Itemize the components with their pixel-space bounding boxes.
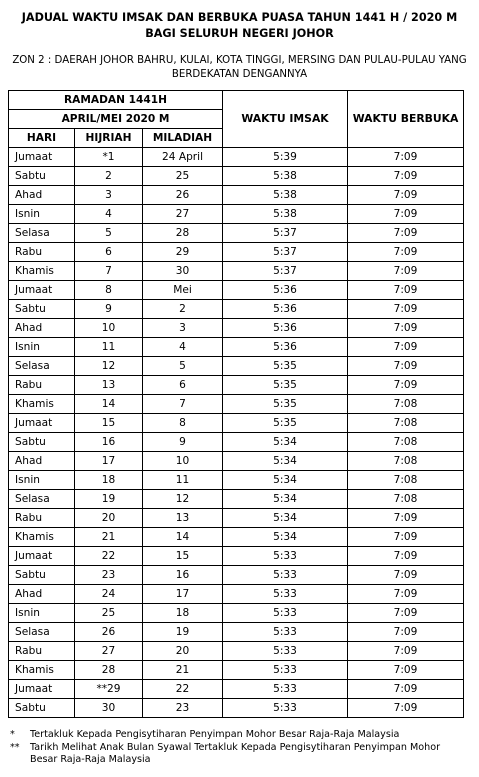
table-row <box>9 376 464 395</box>
day-cell: Sabtu <box>9 433 75 452</box>
miladiah-cell: 4 <box>143 338 223 357</box>
day-cell: Ahad <box>9 319 75 338</box>
miladiah-cell: 9 <box>143 433 223 452</box>
hijriah-cell: 26 <box>75 623 143 642</box>
footnote <box>10 742 470 767</box>
table-row <box>9 243 464 262</box>
hijriah-cell: 4 <box>75 205 143 224</box>
document-title: JADUAL WAKTU IMSAK DAN BERBUKA PUASA TAHUN 1441 H / 2020 M <box>21 11 458 24</box>
hijriah-cell: 2 <box>75 167 143 186</box>
hijriah-cell: 15 <box>75 414 143 433</box>
day-cell: Ahad <box>9 452 75 471</box>
berbuka-time-cell: 7:09 <box>348 167 464 186</box>
day-cell: Khamis <box>9 395 75 414</box>
table-row <box>9 452 464 471</box>
table-row <box>9 262 464 281</box>
day-cell: Isnin <box>9 338 75 357</box>
day-cell: Jumaat <box>9 281 75 300</box>
hijriah-cell: 10 <box>75 319 143 338</box>
table-row <box>9 167 464 186</box>
table-row <box>9 661 464 680</box>
berbuka-time-cell: 7:09 <box>348 262 464 281</box>
berbuka-time-cell: 7:08 <box>348 490 464 509</box>
miladiah-cell: 14 <box>143 528 223 547</box>
berbuka-time-cell: 7:09 <box>348 623 464 642</box>
day-cell: Sabtu <box>9 300 75 319</box>
table-row <box>9 433 464 452</box>
imsak-time-cell: 5:37 <box>223 243 348 262</box>
day-cell: Rabu <box>9 642 75 661</box>
hijriah-cell: 19 <box>75 490 143 509</box>
imsak-time-cell: 5:33 <box>223 699 348 718</box>
day-cell: Ahad <box>9 585 75 604</box>
miladiah-cell: 28 <box>143 224 223 243</box>
miladiah-cell: 10 <box>143 452 223 471</box>
imsak-time-cell: 5:39 <box>223 148 348 167</box>
berbuka-time-cell: 7:09 <box>348 604 464 623</box>
imsak-time-cell: 5:33 <box>223 604 348 623</box>
miladiah-cell: 26 <box>143 186 223 205</box>
day-cell: Khamis <box>9 661 75 680</box>
table-row <box>9 224 464 243</box>
hijriah-cell: 23 <box>75 566 143 585</box>
table-header-row-1 <box>9 91 464 110</box>
imsak-time-cell: 5:37 <box>223 262 348 281</box>
berbuka-time-cell: 7:09 <box>348 509 464 528</box>
hijriah-cell: 8 <box>75 281 143 300</box>
table-row <box>9 186 464 205</box>
imsak-time-cell: 5:36 <box>223 281 348 300</box>
hijriah-cell: 11 <box>75 338 143 357</box>
miladiah-cell: 23 <box>143 699 223 718</box>
table-row <box>9 471 464 490</box>
imsak-time-cell: 5:36 <box>223 319 348 338</box>
berbuka-time-cell: 7:09 <box>348 281 464 300</box>
table-row <box>9 490 464 509</box>
table-row <box>9 395 464 414</box>
miladiah-cell: 7 <box>143 395 223 414</box>
berbuka-time-cell: 7:09 <box>348 243 464 262</box>
table-row <box>9 547 464 566</box>
berbuka-time-cell: 7:09 <box>348 661 464 680</box>
imsak-time-cell: 5:36 <box>223 338 348 357</box>
miladiah-cell: 18 <box>143 604 223 623</box>
hijriah-cell: *1 <box>75 148 143 167</box>
day-cell: Rabu <box>9 376 75 395</box>
berbuka-time-cell: 7:09 <box>348 547 464 566</box>
miladiah-cell: 5 <box>143 357 223 376</box>
berbuka-time-cell: 7:09 <box>348 148 464 167</box>
miladiah-cell: 13 <box>143 509 223 528</box>
imsak-time-cell: 5:33 <box>223 585 348 604</box>
berbuka-time-cell: 7:09 <box>348 224 464 243</box>
day-cell: Selasa <box>9 623 75 642</box>
table-row <box>9 319 464 338</box>
day-cell: Selasa <box>9 490 75 509</box>
header-ramadan: RAMADAN 1441H <box>9 91 223 110</box>
hijriah-cell: 28 <box>75 661 143 680</box>
imsak-time-cell: 5:36 <box>223 300 348 319</box>
schedule-table <box>8 90 464 718</box>
miladiah-cell: 17 <box>143 585 223 604</box>
imsak-time-cell: 5:34 <box>223 452 348 471</box>
miladiah-cell: 25 <box>143 167 223 186</box>
day-cell: Sabtu <box>9 566 75 585</box>
footnotes <box>10 729 470 767</box>
berbuka-time-cell: 7:09 <box>348 186 464 205</box>
table-row <box>9 566 464 585</box>
footnote-mark: * <box>10 729 15 740</box>
hijriah-cell: 24 <box>75 585 143 604</box>
day-cell: Sabtu <box>9 167 75 186</box>
miladiah-cell: 30 <box>143 262 223 281</box>
miladiah-cell: 20 <box>143 642 223 661</box>
hijriah-cell: 14 <box>75 395 143 414</box>
imsak-time-cell: 5:35 <box>223 376 348 395</box>
table-row <box>9 528 464 547</box>
hijriah-cell: 17 <box>75 452 143 471</box>
day-cell: Sabtu <box>9 699 75 718</box>
hijriah-cell: 7 <box>75 262 143 281</box>
hijriah-cell: 9 <box>75 300 143 319</box>
berbuka-time-cell: 7:09 <box>348 528 464 547</box>
berbuka-time-cell: 7:09 <box>348 300 464 319</box>
berbuka-time-cell: 7:08 <box>348 471 464 490</box>
hijriah-cell: 6 <box>75 243 143 262</box>
hijriah-cell: 16 <box>75 433 143 452</box>
hijriah-cell: 27 <box>75 642 143 661</box>
table-row <box>9 357 464 376</box>
table-row <box>9 680 464 699</box>
miladiah-cell: 29 <box>143 243 223 262</box>
header-hari: HARI <box>9 129 75 148</box>
header-waktu-imsak: WAKTU IMSAK <box>223 91 348 148</box>
imsak-time-cell: 5:35 <box>223 414 348 433</box>
table-row <box>9 642 464 661</box>
day-cell: Ahad <box>9 186 75 205</box>
miladiah-cell: 6 <box>143 376 223 395</box>
table-row <box>9 338 464 357</box>
berbuka-time-cell: 7:09 <box>348 642 464 661</box>
imsak-time-cell: 5:38 <box>223 167 348 186</box>
footnote-mark: ** <box>10 741 20 753</box>
table-row <box>9 205 464 224</box>
imsak-time-cell: 5:37 <box>223 224 348 243</box>
hijriah-cell: 12 <box>75 357 143 376</box>
imsak-time-cell: 5:34 <box>223 528 348 547</box>
berbuka-time-cell: 7:08 <box>348 433 464 452</box>
berbuka-time-cell: 7:09 <box>348 699 464 718</box>
table-row <box>9 623 464 642</box>
miladiah-cell: Mei <box>143 281 223 300</box>
hijriah-cell: 5 <box>75 224 143 243</box>
berbuka-time-cell: 7:09 <box>348 338 464 357</box>
header-april-mei: APRIL/MEI 2020 M <box>9 110 223 129</box>
berbuka-time-cell: 7:09 <box>348 319 464 338</box>
document-subtitle: BAGI SELURUH NEGERI JOHOR <box>145 27 334 40</box>
imsak-time-cell: 5:34 <box>223 471 348 490</box>
zone-description: ZON 2 : DAERAH JOHOR BAHRU, KULAI, KOTA TINGGI, MERSING DAN PULAU-PULAU YANG <box>12 55 467 66</box>
berbuka-time-cell: 7:09 <box>348 376 464 395</box>
hijriah-cell: 3 <box>75 186 143 205</box>
day-cell: Isnin <box>9 604 75 623</box>
table-row <box>9 509 464 528</box>
day-cell: Jumaat <box>9 547 75 566</box>
miladiah-cell: 15 <box>143 547 223 566</box>
footnote-text: Tarikh Melihat Anak Bulan Syawal Tertakluk Kepada Pengisytiharan Penyimpan Mohor Besar Raja-Raja Malaysia <box>30 741 441 765</box>
miladiah-cell: 3 <box>143 319 223 338</box>
day-cell: Selasa <box>9 357 75 376</box>
table-row <box>9 604 464 623</box>
hijriah-cell: 13 <box>75 376 143 395</box>
day-cell: Jumaat <box>9 680 75 699</box>
miladiah-cell: 21 <box>143 661 223 680</box>
header-miladiah: MILADIAH <box>143 129 223 148</box>
miladiah-cell: 2 <box>143 300 223 319</box>
hijriah-cell: 22 <box>75 547 143 566</box>
miladiah-cell: 22 <box>143 680 223 699</box>
imsak-time-cell: 5:34 <box>223 490 348 509</box>
miladiah-cell: 11 <box>143 471 223 490</box>
day-cell: Khamis <box>9 528 75 547</box>
footnote <box>10 729 470 742</box>
berbuka-time-cell: 7:09 <box>348 680 464 699</box>
miladiah-cell: 24 April <box>143 148 223 167</box>
header-waktu-berbuka: WAKTU BERBUKA <box>348 91 464 148</box>
imsak-time-cell: 5:38 <box>223 205 348 224</box>
miladiah-cell: 19 <box>143 623 223 642</box>
table-row <box>9 300 464 319</box>
imsak-time-cell: 5:33 <box>223 566 348 585</box>
day-cell: Selasa <box>9 224 75 243</box>
imsak-time-cell: 5:35 <box>223 395 348 414</box>
hijriah-cell: **29 <box>75 680 143 699</box>
imsak-time-cell: 5:35 <box>223 357 348 376</box>
imsak-time-cell: 5:33 <box>223 661 348 680</box>
table-row <box>9 148 464 167</box>
header-hijriah: HIJRIAH <box>75 129 143 148</box>
table-row <box>9 414 464 433</box>
table-row <box>9 281 464 300</box>
day-cell: Rabu <box>9 509 75 528</box>
day-cell: Khamis <box>9 262 75 281</box>
berbuka-time-cell: 7:08 <box>348 395 464 414</box>
miladiah-cell: 16 <box>143 566 223 585</box>
berbuka-time-cell: 7:09 <box>348 585 464 604</box>
berbuka-time-cell: 7:09 <box>348 357 464 376</box>
day-cell: Rabu <box>9 243 75 262</box>
hijriah-cell: 21 <box>75 528 143 547</box>
berbuka-time-cell: 7:09 <box>348 566 464 585</box>
berbuka-time-cell: 7:08 <box>348 452 464 471</box>
hijriah-cell: 30 <box>75 699 143 718</box>
hijriah-cell: 25 <box>75 604 143 623</box>
berbuka-time-cell: 7:09 <box>348 205 464 224</box>
hijriah-cell: 18 <box>75 471 143 490</box>
table-row <box>9 699 464 718</box>
day-cell: Isnin <box>9 205 75 224</box>
zone-description-continued: BERDEKATAN DENGANNYA <box>171 69 308 80</box>
imsak-time-cell: 5:38 <box>223 186 348 205</box>
table-row <box>9 585 464 604</box>
imsak-time-cell: 5:34 <box>223 433 348 452</box>
miladiah-cell: 27 <box>143 205 223 224</box>
imsak-time-cell: 5:33 <box>223 623 348 642</box>
imsak-time-cell: 5:34 <box>223 509 348 528</box>
imsak-time-cell: 5:33 <box>223 547 348 566</box>
imsak-time-cell: 5:33 <box>223 642 348 661</box>
miladiah-cell: 12 <box>143 490 223 509</box>
day-cell: Jumaat <box>9 148 75 167</box>
imsak-time-cell: 5:33 <box>223 680 348 699</box>
footnote-text: Tertakluk Kepada Pengisytiharan Penyimpan Mohor Besar Raja-Raja Malaysia <box>30 729 400 740</box>
berbuka-time-cell: 7:08 <box>348 414 464 433</box>
hijriah-cell: 20 <box>75 509 143 528</box>
miladiah-cell: 8 <box>143 414 223 433</box>
day-cell: Jumaat <box>9 414 75 433</box>
day-cell: Isnin <box>9 471 75 490</box>
